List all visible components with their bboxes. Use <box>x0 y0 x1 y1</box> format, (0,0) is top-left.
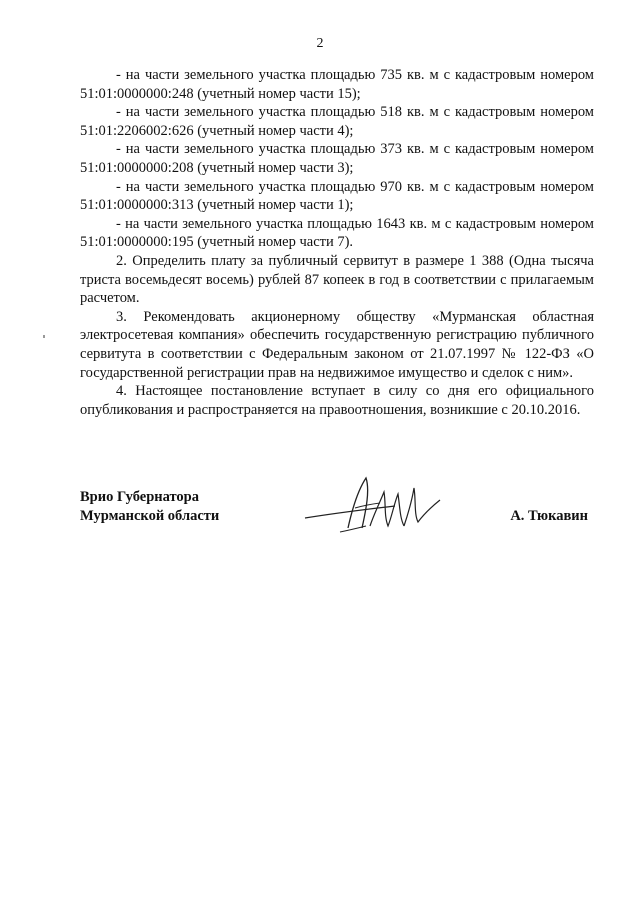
paragraph-fee: 2. Определить плату за публичный сервитут в размере 1 388 (Одна тысяча триста восемьдесят восемь) рублей 87 копеек в год в соответствии с прилагаемым расчетом. <box>80 252 594 307</box>
scan-speck <box>43 335 45 338</box>
signatory-position-line2: Мурманской области <box>80 508 220 524</box>
list-item: - на части земельного участка площадью 373 кв. м с кадастровым номером 51:01:0000000:208 (учетный номер части 3); <box>80 141 594 176</box>
document-body <box>80 66 594 419</box>
signatory-name: А. Тюкавин <box>510 508 588 524</box>
list-item: - на части земельного участка площадью 518 кв. м с кадастровым номером 51:01:2206002:626 (учетный номер части 4); <box>80 104 594 139</box>
page-number: 2 <box>316 36 324 51</box>
paragraph-effective-date: 4. Настоящее постановление вступает в силу со дня его официального опубликования и распространяется на правоотношения, возникшие с 20.10.2016. <box>80 383 594 418</box>
handwritten-signature <box>300 470 450 540</box>
list-item: - на части земельного участка площадью 970 кв. м с кадастровым номером 51:01:0000000:313 (учетный номер части 1); <box>80 178 594 214</box>
list-item: - на части земельного участка площадью 735 кв. м с кадастровым номером 51:01:0000000:248 (учетный номер части 15); <box>80 67 594 102</box>
signatory-position <box>80 488 219 526</box>
list-item: - на части земельного участка площадью 1643 кв. м с кадастровым номером 51:01:0000000:195 (учетный номер части 7). <box>80 215 594 251</box>
paragraph-registration: 3. Рекомендовать акционерному обществу «Мурманская областная электросетевая компания» обеспечить государственную регистрацию публичного сервитута в соответствии с Федеральным законом от 21.07.1997 № 122-ФЗ «О государственной регистрации прав на недвижимое имущество и сделок с ним». <box>80 308 594 381</box>
signatory-position-line1: Врио Губернатора <box>80 489 199 505</box>
